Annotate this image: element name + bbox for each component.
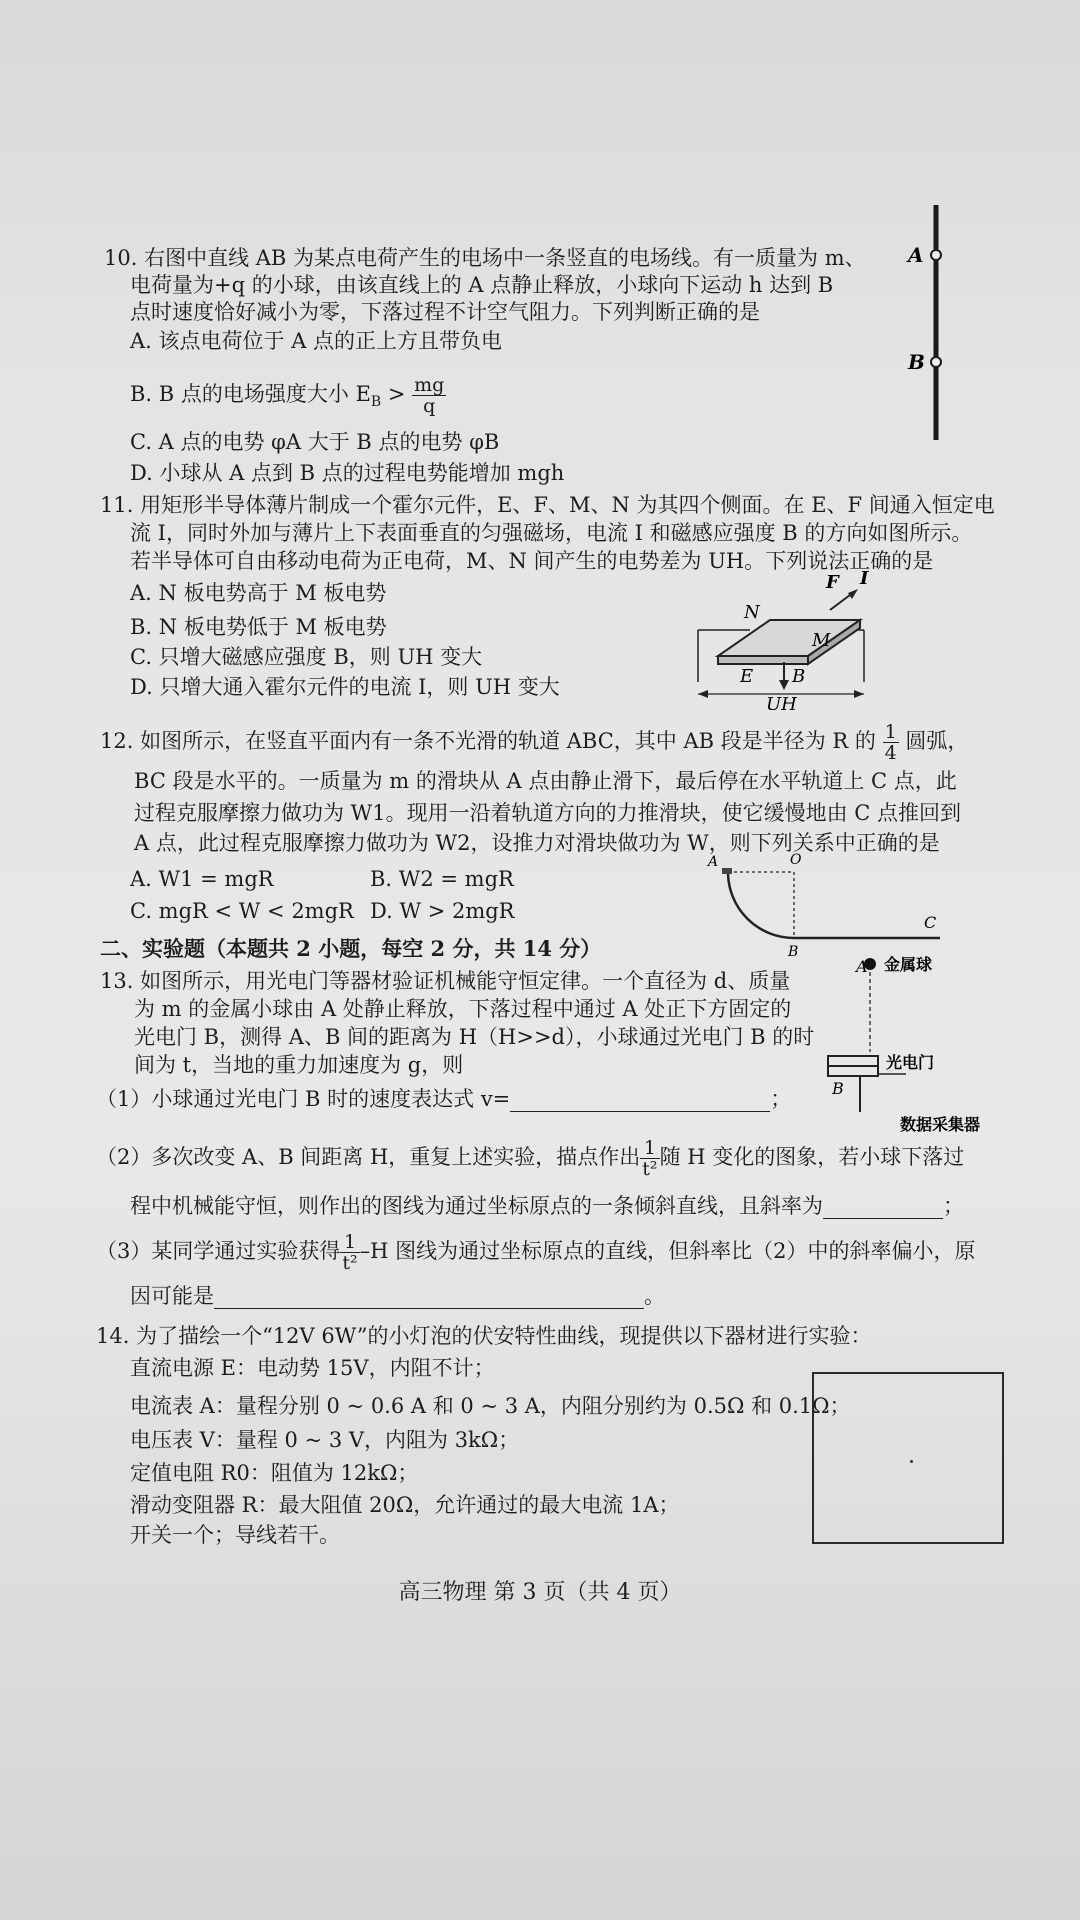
q13-part1 — [96, 1086, 791, 1112]
q13-part3 — [96, 1232, 976, 1273]
hall-plate-front — [718, 656, 808, 664]
answer-box-mark — [910, 1460, 913, 1463]
q13-part3-blank[interactable] — [214, 1286, 644, 1309]
q13-part1-text: （1）小球通过光电门 B 时的速度表达式 v= — [96, 1087, 511, 1111]
q13-part1-end: ； — [770, 1087, 792, 1111]
q14-line6: 滑动变阻器 R：最大阻值 20Ω，允许通过的最大电流 1A； — [130, 1493, 680, 1517]
fig13-label-ball: 金属球 — [884, 955, 933, 974]
uh-arrow-left-icon — [698, 690, 708, 698]
q12-stem-line1-b: 圆弧， — [905, 729, 969, 753]
fig11-label-e: E — [740, 666, 754, 687]
fig11-label-i: I — [860, 568, 869, 589]
q13-part2-blank[interactable] — [823, 1196, 943, 1219]
q10-option-b-fraction — [412, 375, 446, 416]
slider-block — [722, 868, 732, 874]
fig13-label-collector: 数据采集器 — [900, 1115, 981, 1134]
q13-stem-line4: 间为 t，当地的重力加速度为 g，则 — [134, 1053, 464, 1077]
q13-part2-line2 — [130, 1193, 964, 1219]
q13-p3-num: 1 — [340, 1232, 359, 1253]
q14-line5: 定值电阻 R0：阻值为 12kΩ； — [130, 1461, 419, 1485]
q13-part2 — [96, 1138, 964, 1179]
q13-part3-text-a: （3）某同学通过实验获得 — [96, 1239, 341, 1263]
q13-part2-end: ； — [943, 1194, 964, 1218]
photogate-lower — [828, 1066, 878, 1076]
q12-option-a: A. W1 = mgR — [130, 867, 274, 891]
q12-stem-line1-a: 12. 如图所示，在竖直平面内有一条不光滑的轨道 ABC，其中 AB 段是半径为 R 的 — [100, 729, 876, 753]
q12-option-d: D. W > 2mgR — [370, 899, 515, 923]
q11-stem-line1: 11. 用矩形半导体薄片制成一个霍尔元件，E、F、M、N 为其四个侧面。在 E、F 间通入恒定电 — [100, 493, 995, 517]
q12-track-figure — [700, 850, 950, 960]
q10-option-b — [130, 375, 446, 416]
q13-p2-num: 1 — [640, 1138, 659, 1159]
q10-stem-line1: 10. 右图中直线 AB 为某点电荷产生的电场中一条竖直的电场线。有一质量为 m、 — [104, 246, 866, 270]
q10-frac-den: q — [423, 395, 436, 417]
q11-option-d: D. 只增大通入霍尔元件的电流 I，则 UH 变大 — [130, 675, 560, 699]
q10-option-d: D. 小球从 A 点到 B 点的过程电势能增加 mgh — [130, 461, 565, 485]
q13-stem-line1: 13. 如图所示，用光电门等器材验证机械能守恒定律。一个直径为 d、质量 — [100, 969, 791, 993]
q12-frac-den: 4 — [884, 742, 897, 764]
q11-option-b: B. N 板电势低于 M 板电势 — [130, 615, 387, 639]
q13-part1-blank[interactable] — [510, 1089, 770, 1112]
arc-track — [728, 872, 794, 938]
q12-frac-num: 1 — [884, 721, 897, 743]
current-arrow-icon — [848, 589, 858, 599]
q13-part3-fraction — [340, 1232, 359, 1273]
q11-hall-element-figure — [688, 562, 898, 710]
q11-option-a: A. N 板电势高于 M 板电势 — [130, 581, 387, 605]
q13-photogate-figure — [820, 952, 1050, 1137]
q14-line7: 开关一个；导线若干。 — [130, 1523, 340, 1547]
q12-stem-line2: BC 段是水平的。一质量为 m 的滑块从 A 点由静止滑下，最后停在水平轨道上 C 点，此 — [134, 769, 957, 793]
fig12-label-o: O — [790, 852, 802, 868]
q12-option-c: C. mgR < W < 2mgR — [130, 899, 354, 923]
fig11-label-m: M — [812, 630, 831, 651]
q12-quarter-fraction — [883, 722, 899, 763]
fig13-label-gate: 光电门 — [886, 1053, 935, 1072]
q10-stem-line3: 点时速度恰好减小为零，下落过程不计空气阻力。下列判断正确的是 — [130, 300, 760, 324]
fig13-label-a: A — [856, 957, 868, 976]
q13-stem-line2: 为 m 的金属小球由 A 处静止释放，下落过程中通过 A 处正下方固定的 — [134, 997, 792, 1021]
q11-stem-line3: 若半导体可自由移动电荷为正电荷，M、N 间产生的电势差为 UH。下列说法正确的是 — [130, 549, 934, 573]
q10-option-a: A. 该点电荷位于 A 点的正上方且带负电 — [130, 329, 503, 353]
q13-stem-line3: 光电门 B，测得 A、B 间的距离为 H（H>>d），小球通过光电门 B 的时 — [134, 1025, 815, 1049]
q11-stem-line2: 流 I，同时外加与薄片上下表面垂直的匀强磁场，电流 I 和磁感应强度 B 的方向如图所示。 — [130, 521, 973, 545]
q10-option-b-prefix: B. B 点的电场强度大小 E — [130, 382, 371, 406]
q13-part2-fraction — [640, 1138, 659, 1179]
section-2-heading: 二、实验题（本题共 2 小题，每空 2 分，共 14 分） — [100, 936, 602, 961]
q13-p3-den: t² — [342, 1252, 358, 1274]
fig11-label-f: F — [826, 572, 839, 593]
q14-line4: 电压表 V：量程 0 ~ 3 V，内阻为 3kΩ； — [130, 1428, 520, 1452]
q13-part2-text-b: 随 H 变化的图象，若小球下落过 — [659, 1145, 965, 1169]
fig11-label-uh: UH — [766, 694, 797, 710]
q14-line2: 直流电源 E：电动势 15V，内阻不计； — [130, 1356, 495, 1380]
q10-field-line-figure — [890, 200, 950, 445]
q12-stem-line1 — [100, 722, 968, 763]
q13-part2-line2-text: 程中机械能守恒，则作出的图线为通过坐标原点的一条倾斜直线，且斜率为 — [130, 1194, 823, 1218]
b-field-arrow-icon — [779, 680, 789, 690]
fig12-label-b: B — [788, 944, 799, 960]
fig12-label-a: A — [708, 854, 719, 870]
fig10-label-a: A — [908, 243, 924, 267]
q10-option-b-sub: B — [370, 394, 382, 411]
q12-option-b: B. W2 = mgR — [370, 867, 514, 891]
q14-answer-box[interactable] — [812, 1372, 1004, 1544]
q13-part3-line2 — [130, 1283, 665, 1309]
q11-option-c: C. 只增大磁感应强度 B，则 UH 变大 — [130, 645, 483, 669]
fig11-label-n: N — [744, 602, 760, 623]
q10-frac-num: mg — [414, 374, 445, 396]
page-footer: 高三物理 第 3 页（共 4 页） — [398, 1580, 682, 1605]
uh-arrow-right-icon — [854, 690, 864, 698]
q13-part3-text-b: –H 图线为通过坐标原点的直线，但斜率比（2）中的斜率偏小，原 — [359, 1239, 976, 1263]
q14-line3: 电流表 A：量程分别 0 ~ 0.6 A 和 0 ~ 3 A，内阻分别约为 0.5Ω 和 0.1Ω； — [130, 1394, 851, 1418]
q13-part2-text-a: （2）多次改变 A、B 间距离 H，重复上述实验，描点作出 — [96, 1145, 641, 1169]
q10-option-b-gt: > — [381, 382, 413, 406]
q14-stem-line1: 14. 为了描绘一个“12V 6W”的小灯泡的伏安特性曲线，现提供以下器材进行实验： — [96, 1324, 872, 1348]
q10-option-c: C. A 点的电势 φA 大于 B 点的电势 φB — [130, 430, 500, 454]
q12-stem-line4: A 点，此过程克服摩擦力做功为 W2，设推力对滑块做功为 W，则下列关系中正确的是 — [134, 831, 940, 855]
q13-part3-end: 。 — [644, 1284, 665, 1308]
fig11-label-b: B — [792, 666, 806, 687]
photogate-upper — [828, 1056, 878, 1066]
q10-stem-line2: 电荷量为+q 的小球，由该直线上的 A 点静止释放，小球向下运动 h 达到 B — [130, 273, 834, 297]
point-a-dot — [931, 250, 941, 260]
q13-p2-den: t² — [642, 1158, 658, 1180]
fig12-label-c: C — [924, 913, 937, 932]
fig10-label-b: B — [908, 350, 925, 374]
q13-part3-line2-text: 因可能是 — [130, 1284, 214, 1308]
fig13-label-b: B — [832, 1079, 844, 1098]
q12-stem-line3: 过程克服摩擦力做功为 W1。现用一沿着轨道方向的力推滑块，使它缓慢地由 C 点推回到 — [134, 801, 962, 825]
point-b-dot — [931, 357, 941, 367]
